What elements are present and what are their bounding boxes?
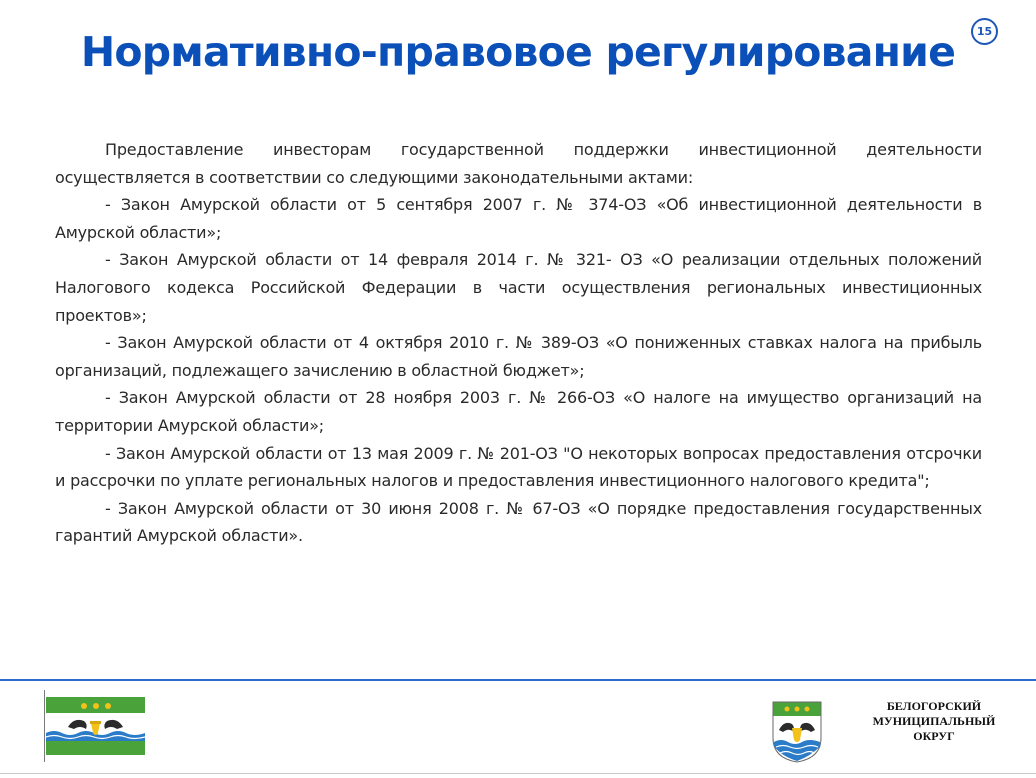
slide-body [55, 136, 982, 550]
organization-name-line: ОКРУГ [913, 729, 955, 743]
law-item: - Закон Амурской области от 4 октября 2010 г. № 389-ОЗ «О пониженных ставках налога на прибыль организаций, подлежащего зачислению в областной бюджет»; [55, 333, 982, 380]
law-item: - Закон Амурской области от 28 ноября 2003 г. № 266-ОЗ «О налоге на имущество организаций на территории Амурской области»; [55, 388, 982, 435]
slide-title: Нормативно-правовое регулирование [80, 28, 956, 76]
coat-of-arms-icon [771, 700, 823, 764]
law-item: - Закон Амурской области от 30 июня 2008 г. № 67-ОЗ «О порядке предоставления государственных гарантий Амурской области». [55, 498, 982, 546]
law-item: - Закон Амурской области от 14 февраля 2014 г. № 321- ОЗ «О реализации отдельных положений Налогового кодекса Российской Федерации в части осуществления региональных инвестиционных проектов»; [55, 250, 982, 325]
footer-divider [0, 679, 1036, 681]
footer-bottom-divider [0, 773, 1036, 774]
organization-name-line: БЕЛОГОРСКИЙ [886, 699, 982, 713]
intro-paragraph: Предоставление инвесторам государственной поддержки инвестиционной деятельности осуществляется в соответствии со следующими законодательными актами: [55, 140, 982, 187]
flag-pole [44, 690, 45, 762]
law-item: - Закон Амурской области от 13 мая 2009 г. № 201-ОЗ "О некоторых вопросах предоставления отсрочки и рассрочки по уплате региональных налогов и предоставления инвестиционного налогового кредита"; [55, 443, 982, 491]
page-number-badge: 15 [971, 18, 998, 45]
municipal-flag-icon [46, 697, 145, 755]
law-item: - Закон Амурской области от 5 сентября 2007 г. № 374-ОЗ «Об инвестиционной деятельности в Амурской области»; [55, 195, 982, 242]
organization-name [856, 699, 1012, 744]
organization-name-line: МУНИЦИПАЛЬНЫЙ [872, 714, 996, 728]
